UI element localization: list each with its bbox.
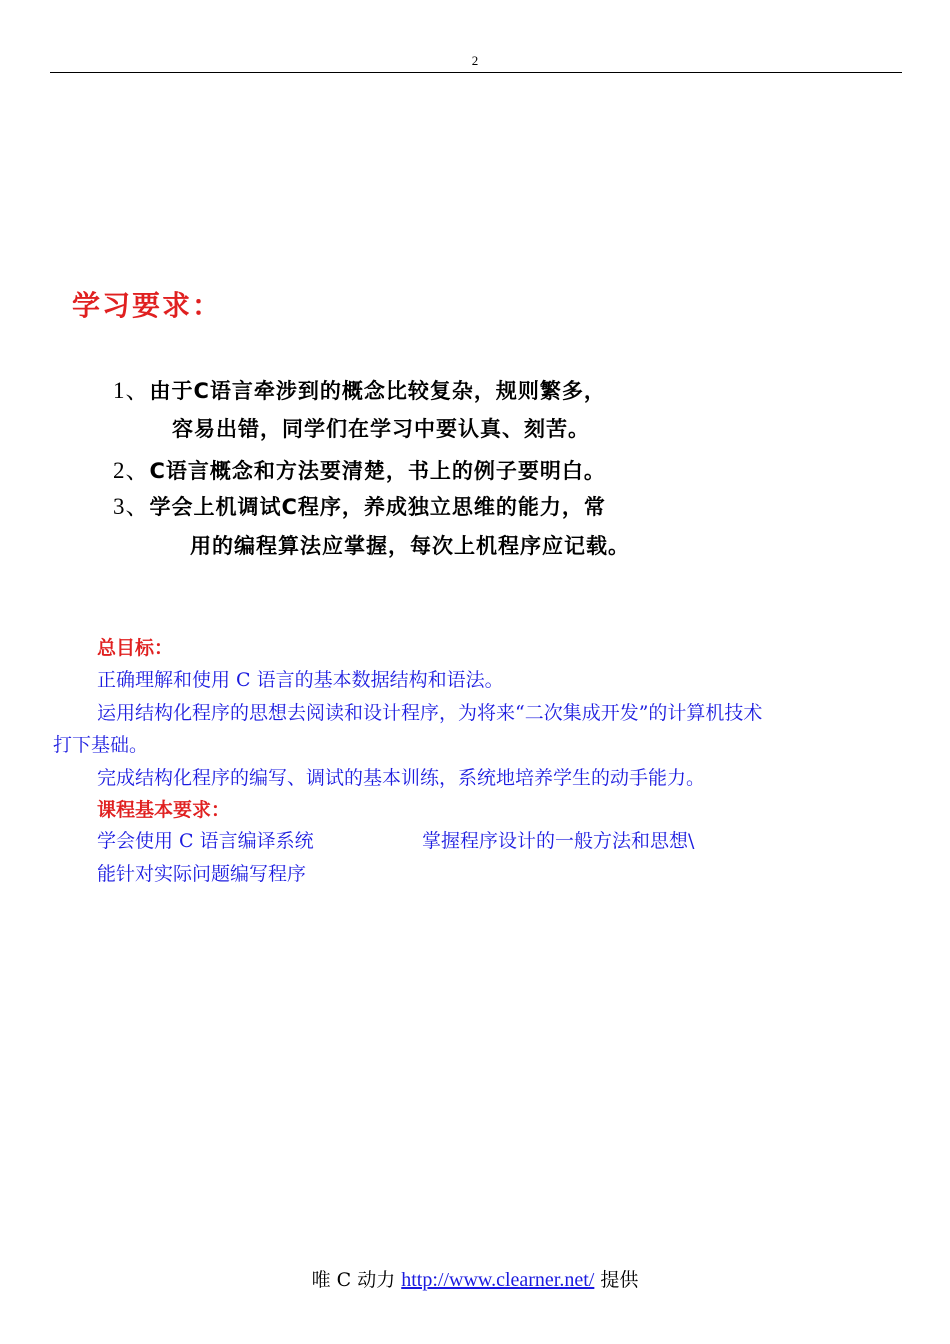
requirement-2-line1 — [113, 452, 606, 485]
course-heading: 课程基本要求： — [97, 799, 231, 821]
requirement-1-number: 1、 — [113, 378, 150, 403]
footer-link[interactable]: http://www.clearner.net/ — [401, 1269, 595, 1291]
course-item-problems: 能针对实际问题编写程序 — [97, 863, 307, 885]
requirement-1-line2: 容易出错，同学们在学习中要认真、刻苦。 — [172, 417, 590, 441]
requirement-3-line2: 用的编程算法应掌握，每次上机程序应记载。 — [190, 534, 630, 558]
requirement-1-line1 — [113, 372, 606, 405]
goals-paragraph-1: 正确理解和使用 C 语言的基本数据结构和语法。 — [97, 669, 504, 691]
requirement-2-number: 2、 — [113, 458, 150, 483]
course-item-methods: 掌握程序设计的一般方法和思想\ — [422, 830, 695, 852]
goals-paragraph-2-line1: 运用结构化程序的思想去阅读和设计程序，为将来“二次集成开发”的计算机技术 — [97, 702, 763, 724]
footer-prefix: 唯 C 动力 — [311, 1269, 396, 1291]
requirement-1-text: 由于C语言牵涉到的概念比较复杂，规则繁多， — [149, 379, 606, 403]
footer-suffix: 提供 — [600, 1269, 639, 1291]
requirement-3-text: 学会上机调试C程序，养成独立思维的能力，常 — [149, 495, 606, 519]
requirements-heading: 学习要求： — [72, 289, 223, 322]
requirement-2-text: C语言概念和方法要清楚，书上的例子要明白。 — [149, 459, 606, 483]
header-rule — [50, 72, 902, 73]
goals-heading: 总目标： — [97, 637, 174, 659]
goals-paragraph-2-line2: 打下基础。 — [53, 734, 149, 756]
requirement-3-number: 3、 — [113, 494, 150, 519]
page-number: 2 — [471, 53, 479, 68]
footer — [0, 1265, 950, 1292]
requirement-3-line1 — [113, 488, 606, 521]
goals-paragraph-3: 完成结构化程序的编写、调试的基本训练，系统地培养学生的动手能力。 — [97, 767, 706, 789]
course-item-compiler: 学会使用 C 语言编译系统 — [97, 830, 314, 852]
